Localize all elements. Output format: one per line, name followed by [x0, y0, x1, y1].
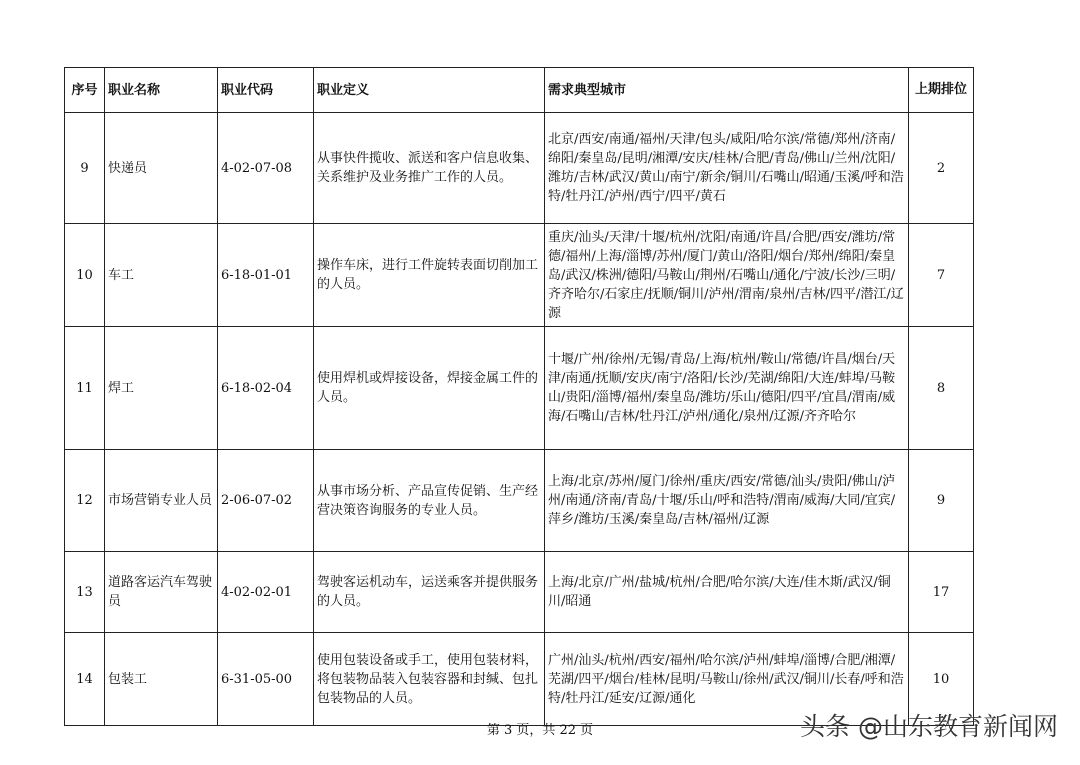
header-code: 职业代码 — [218, 68, 314, 113]
row-no: 11 — [65, 327, 105, 450]
row-name: 包装工 — [105, 633, 218, 726]
row-code: 6-31-05-00 — [218, 633, 314, 726]
header-prev-rank: 上期排位 — [909, 68, 974, 113]
row-code: 2-06-07-02 — [218, 450, 314, 552]
row-cities: 上海/北京/苏州/厦门/徐州/重庆/西安/常德/汕头/贵阳/佛山/泸州/南通/济南/青岛/十堰/乐山/呼和浩特/渭南/威海/大同/宜宾/萍乡/潍坊/玉溪/秦皇岛/吉林/福州/辽源 — [545, 450, 909, 552]
row-no: 9 — [65, 113, 105, 224]
watermark-logo: 头条 @山东教育新闻网 — [800, 712, 1058, 741]
row-definition: 使用包装设备或手工，使用包装材料，将包装物品装入包装容器和封缄、包扎包装物品的人员。 — [314, 633, 545, 726]
row-no: 13 — [65, 552, 105, 633]
row-no: 14 — [65, 633, 105, 726]
header-cities: 需求典型城市 — [545, 68, 909, 113]
row-prev-rank: 17 — [909, 552, 974, 633]
occupation-table — [64, 67, 974, 726]
row-cities: 北京/西安/南通/福州/天津/包头/咸阳/哈尔滨/常德/郑州/济南/绵阳/秦皇岛/昆明/湘潭/安庆/桂林/合肥/青岛/佛山/兰州/沈阳/潍坊/吉林/武汉/黄山/南宁/新余/铜川/石嘴山/昭通/玉溪/呼和浩特/牡丹江/泸州/西宁/四平/黄石 — [545, 113, 909, 224]
table-row — [65, 113, 974, 224]
row-code: 6-18-01-01 — [218, 224, 314, 327]
row-cities: 十堰/广州/徐州/无锡/青岛/上海/杭州/鞍山/常德/许昌/烟台/天津/南通/抚顺/安庆/南宁/洛阳/长沙/芜湖/绵阳/大连/蚌埠/马鞍山/贵阳/淄博/福州/秦皇岛/潍坊/乐山/德阳/四平/宜昌/渭南/威海/石嘴山/吉林/牡丹江/泸州/通化/泉州/辽源/齐齐哈尔 — [545, 327, 909, 450]
row-definition: 从事快件揽收、派送和客户信息收集、关系维护及业务推广工作的人员。 — [314, 113, 545, 224]
row-name: 道路客运汽车驾驶员 — [105, 552, 218, 633]
header-no: 序号 — [65, 68, 105, 113]
row-code: 6-18-02-04 — [218, 327, 314, 450]
row-prev-rank: 9 — [909, 450, 974, 552]
row-no: 12 — [65, 450, 105, 552]
row-prev-rank: 7 — [909, 224, 974, 327]
row-cities: 重庆/汕头/天津/十堰/杭州/沈阳/南通/许昌/合肥/西安/潍坊/常德/福州/上海/淄博/苏州/厦门/黄山/洛阳/烟台/郑州/绵阳/秦皇岛/武汉/株洲/德阳/马鞍山/荆州/石嘴山/通化/宁波/长沙/三明/齐齐哈尔/石家庄/抚顺/铜川/泸州/渭南/泉州/吉林/四平/潜江/辽源 — [545, 224, 909, 327]
row-definition: 操作车床，进行工件旋转表面切削加工的人员。 — [314, 224, 545, 327]
header-name: 职业名称 — [105, 68, 218, 113]
row-no: 10 — [65, 224, 105, 327]
table-row — [65, 224, 974, 327]
page-number: 第 3 页，共 22 页 — [486, 723, 594, 738]
row-prev-rank: 10 — [909, 633, 974, 726]
row-name: 市场营销专业人员 — [105, 450, 218, 552]
row-definition: 从事市场分析、产品宣传促销、生产经营决策咨询服务的专业人员。 — [314, 450, 545, 552]
row-prev-rank: 2 — [909, 113, 974, 224]
row-prev-rank: 8 — [909, 327, 974, 450]
row-cities: 广州/汕头/杭州/西安/福州/哈尔滨/泸州/蚌埠/淄博/合肥/湘潭/芜湖/四平/烟台/桂林/昆明/马鞍山/徐州/武汉/铜川/长春/呼和浩特/牡丹江/延安/辽源/通化 — [545, 633, 909, 726]
table-header-row — [65, 68, 974, 113]
row-name: 快递员 — [105, 113, 218, 224]
header-definition: 职业定义 — [314, 68, 545, 113]
row-cities: 上海/北京/广州/盐城/杭州/合肥/哈尔滨/大连/佳木斯/武汉/铜川/昭通 — [545, 552, 909, 633]
table-row — [65, 552, 974, 633]
row-name: 焊工 — [105, 327, 218, 450]
row-definition: 使用焊机或焊接设备，焊接金属工件的人员。 — [314, 327, 545, 450]
table-row — [65, 450, 974, 552]
row-code: 4-02-07-08 — [218, 113, 314, 224]
row-code: 4-02-02-01 — [218, 552, 314, 633]
row-name: 车工 — [105, 224, 218, 327]
table-row — [65, 327, 974, 450]
row-definition: 驾驶客运机动车，运送乘客并提供服务的人员。 — [314, 552, 545, 633]
